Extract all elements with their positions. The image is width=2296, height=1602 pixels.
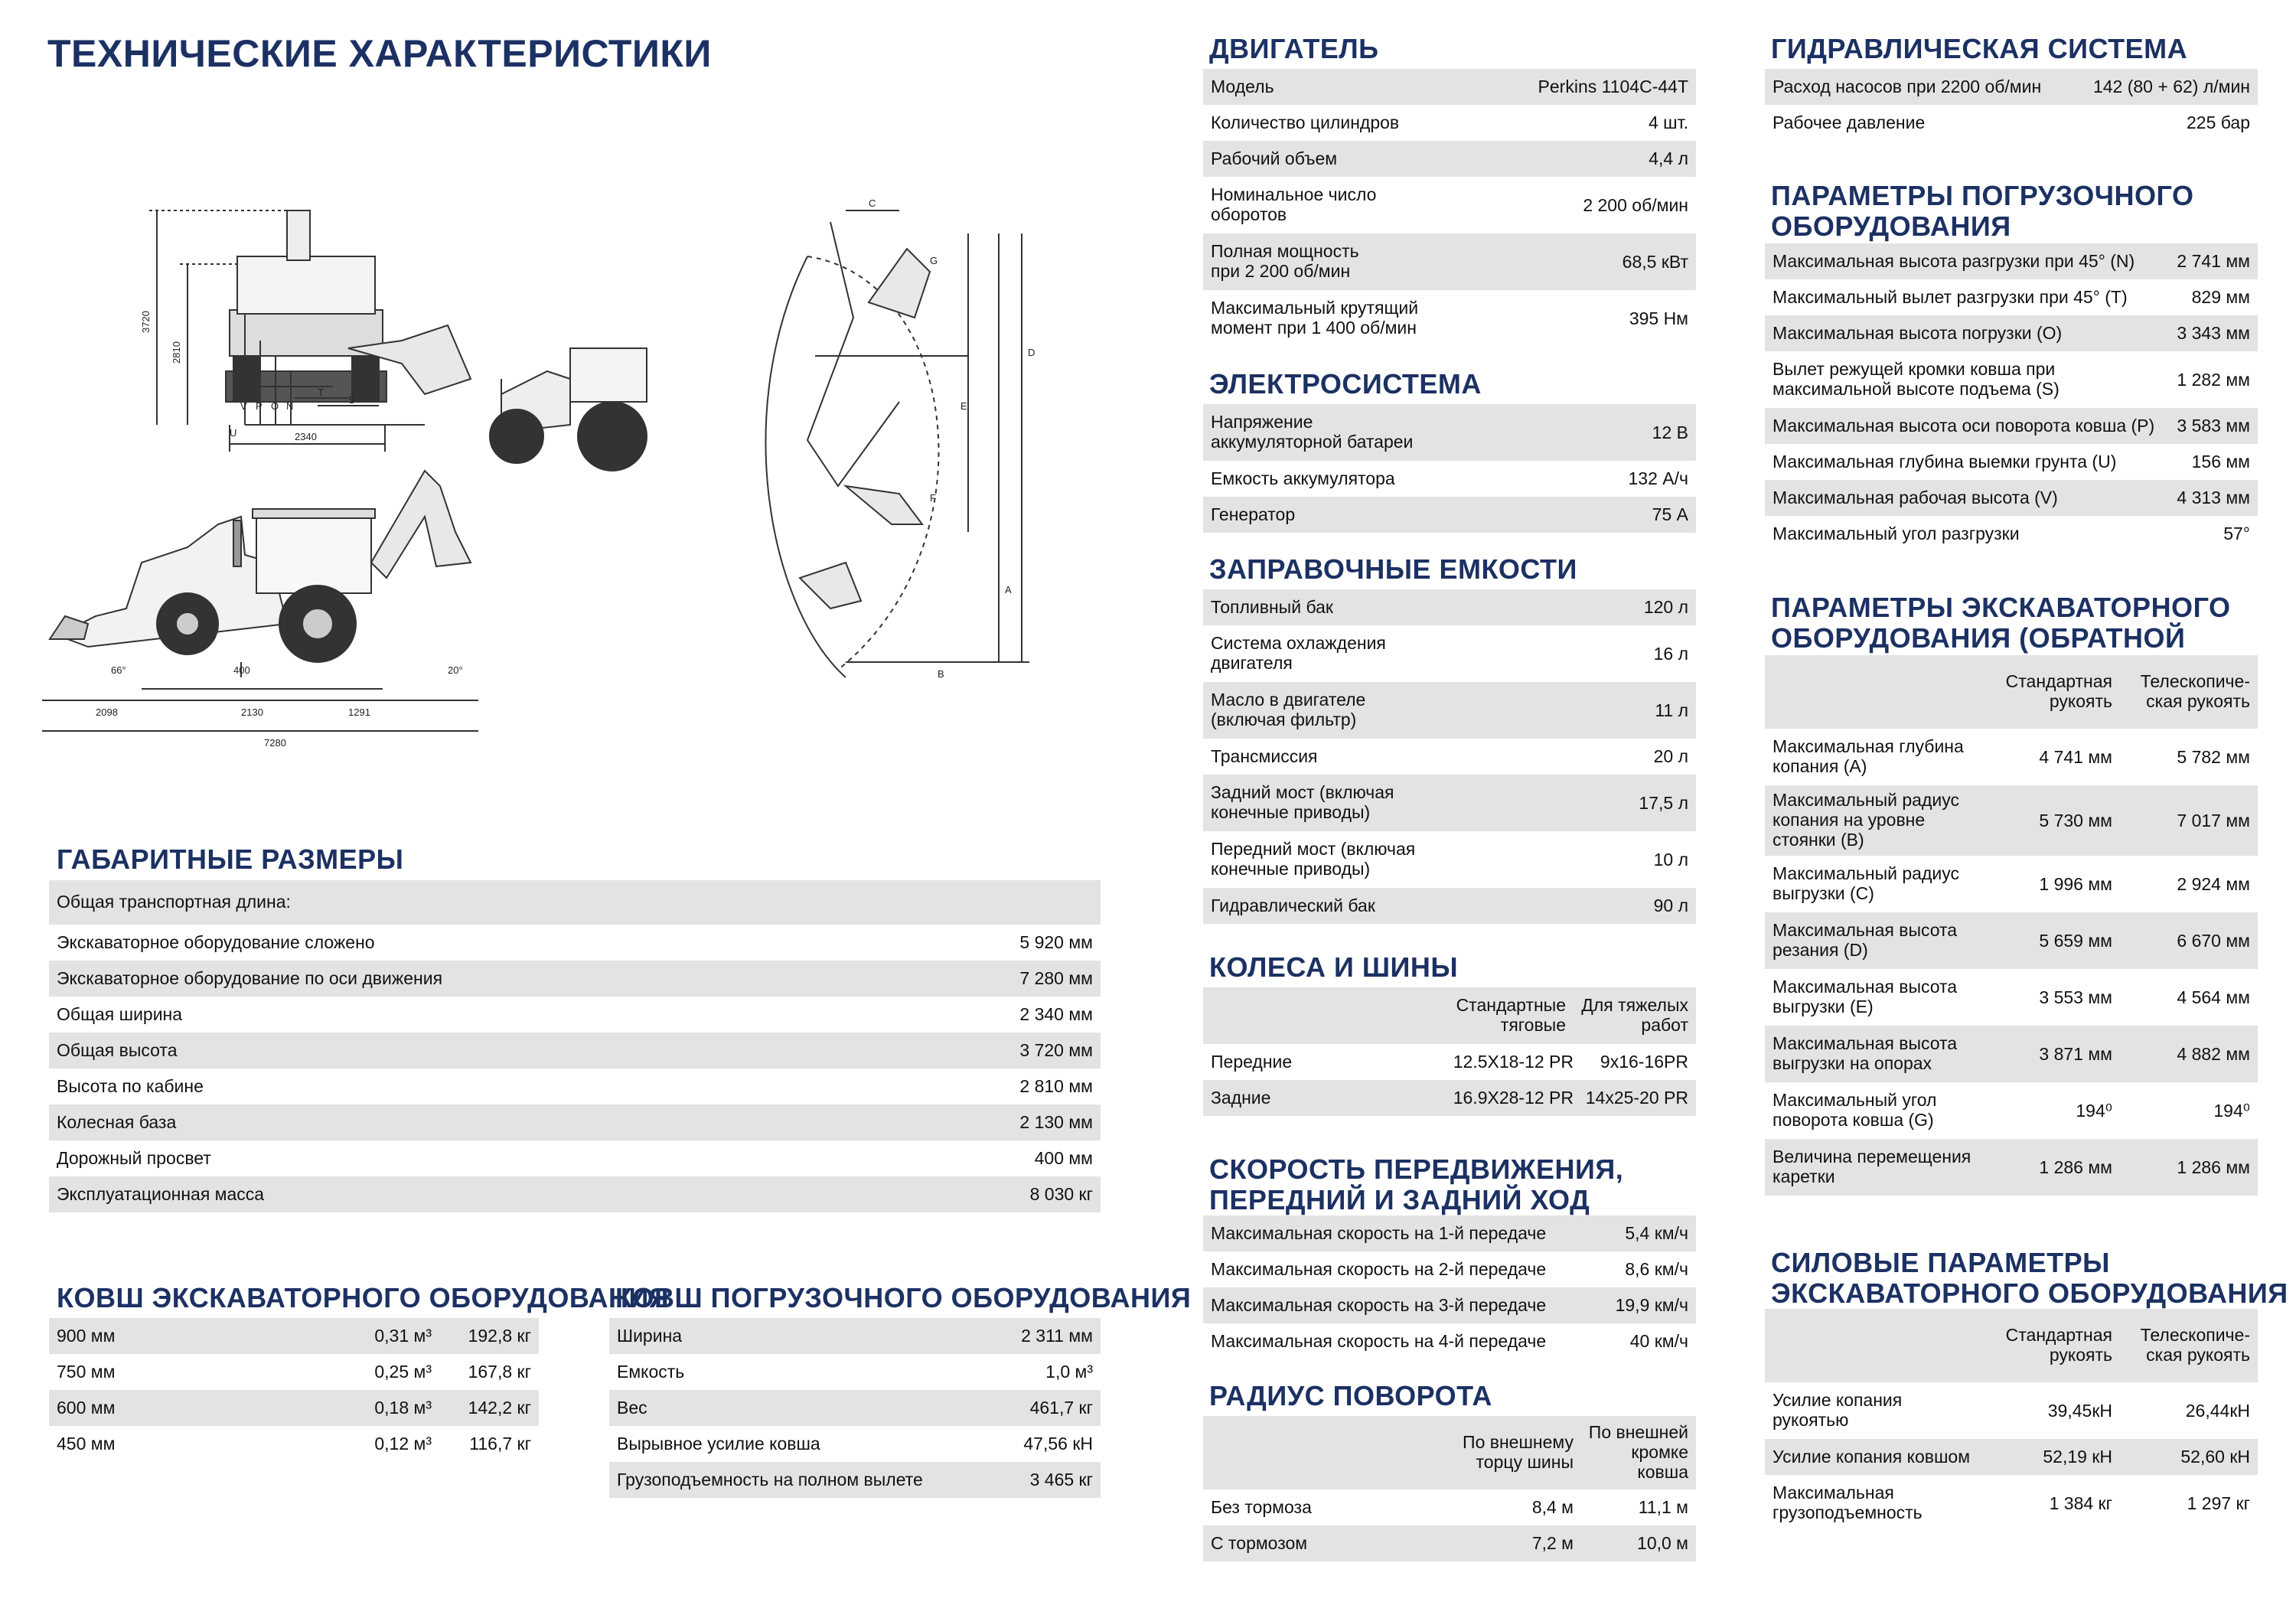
turning-table [1203,1416,1696,1561]
table-row: Передние 12.5X18-12 PR 9x16-16PR [1203,1044,1696,1080]
table-row: Генератор 75 А [1203,497,1696,533]
hydraulics-title: ГИДРАВЛИЧЕСКАЯ СИСТЕМА [1771,33,2188,64]
table-row: Общая высота 3 720 мм [49,1033,1101,1069]
loader-letter: T [318,387,324,398]
table-row: Усилие копания ковшом 52,19 кН 52,60 кН [1765,1439,2258,1475]
table-row: Максимальная глубина копания (A) 4 741 мм 5 782 мм [1765,729,2258,785]
table-row: Максимальная высота резания (D) 5 659 мм 6 670 мм [1765,912,2258,969]
table-row: Максимальная высота выгрузки на опорах 3 871 мм 4 882 мм [1765,1026,2258,1082]
side-total-length-label: 7280 [264,737,286,749]
fluids-table [1203,589,1696,924]
force-params-title: СИЛОВЫЕ ПАРАМЕТРЫ ЭКСКАВАТОРНОГО ОБОРУДОВАНИЯ [1771,1247,2288,1310]
table-row: Емкость аккумулятора 132 А/ч [1203,461,1696,497]
table-row: Экскаваторное оборудование по оси движения 7 280 мм [49,961,1101,997]
table-row: Эксплуатационная масса 8 030 кг [49,1176,1101,1212]
table-row: Экскаваторное оборудование сложено 5 920 мм [49,925,1101,961]
table-row: Максимальная грузоподъемность 1 384 кг 1 297 кг [1765,1475,2258,1532]
table-row: Максимальная скорость на 1-й передаче 5,4 км/ч [1203,1215,1696,1251]
loader-letter: O [271,400,279,412]
tires-title: КОЛЕСА И ШИНЫ [1209,951,1459,983]
table-row: Рабочий объем 4,4 л [1203,141,1696,177]
table-row: Масло в двигателе (включая фильтр) 11 л [1203,682,1696,739]
table-header: По внешнему торцу шины По внешней кромке ковша [1203,1416,1696,1489]
excavator-bucket-title: КОВШ ЭКСКАВАТОРНОГО ОБОРУДОВАНИЯ [57,1282,670,1313]
table-row: Задние 16.9X28-12 PR 14x25-20 PR [1203,1080,1696,1116]
loader-letter: P [256,400,263,412]
side-wheelbase-label: 2130 [241,706,263,718]
backhoe-letter: C [869,197,876,209]
table-row: 750 мм 0,25 м³ 167,8 кг [49,1354,539,1390]
backhoe-letter: E [960,400,967,412]
side-rear-overhang-label: 1291 [348,706,370,718]
table-row: Вылет режущей кромки ковша при максимальной высоте подъема (S) 1 282 мм [1765,351,2258,408]
table-row: Грузоподъемность на полном вылете 3 465 кг [609,1462,1101,1498]
table-row: Напряжение аккумуляторной батареи 12 В [1203,404,1696,461]
loader-letter: V [240,400,247,412]
front-height-cab-label: 2810 [171,341,182,364]
excavator-bucket-table [49,1318,539,1462]
speed-table [1203,1215,1696,1359]
table-row: Общая транспортная длина: [49,880,1101,925]
table-row: 600 мм 0,18 м³ 142,2 кг [49,1390,539,1426]
table-row: С тормозом 7,2 м 10,0 м [1203,1525,1696,1561]
table-row: Емкость 1,0 м³ [609,1354,1101,1390]
side-angle-rear-label: 20° [448,664,463,676]
table-row: Максимальная высота оси поворота ковша (P) 3 583 мм [1765,408,2258,444]
backhoe-reach-drawing [765,210,1029,677]
table-row: Полная мощность при 2 200 об/мин 68,5 кВт [1203,233,1696,290]
electrical-title: ЭЛЕКТРОСИСТЕМА [1209,368,1482,400]
loader-letter: N [286,400,294,412]
table-header: Стандартная рукоять Телескопиче- ская рукоять [1765,1309,2258,1382]
table-header: Стандартная рукоять Телескопиче- ская рукоять [1765,655,2258,729]
table-row: Величина перемещения каретки 1 286 мм 1 286 мм [1765,1139,2258,1196]
table-row: Передний мост (включая конечные приводы) 10 л [1203,831,1696,888]
speed-title: СКОРОСТЬ ПЕРЕДВИЖЕНИЯ, ПЕРЕДНИЙ И ЗАДНИЙ ХОД [1209,1153,1624,1216]
engine-table [1203,69,1696,347]
table-row: Дорожный просвет 400 мм [49,1140,1101,1176]
table-row: Ширина 2 311 мм [609,1318,1101,1354]
backhoe-letter: G [930,255,938,266]
turning-title: РАДИУС ПОВОРОТА [1209,1380,1492,1411]
table-header: Стандартные тяговые Для тяжелых работ [1203,987,1696,1044]
table-row: Максимальный угол поворота ковша (G) 194⁰ 194⁰ [1765,1082,2258,1139]
table-row: Модель Perkins 1104C-44T [1203,69,1696,105]
page-title: ТЕХНИЧЕСКИЕ ХАРАКТЕРИСТИКИ [47,32,712,75]
table-row: Максимальная высота выгрузки (E) 3 553 мм 4 564 мм [1765,969,2258,1026]
loader-bucket-title: КОВШ ПОГРУЗОЧНОГО ОБОРУДОВАНИЯ [615,1282,1192,1313]
side-view-drawing [42,471,478,731]
dimensions-table [49,880,1101,1212]
loader-letter: S [348,394,355,406]
loader-letter: U [230,427,237,439]
table-row: Количество цилиндров 4 шт. [1203,105,1696,141]
table-row: Трансмиссия 20 л [1203,739,1696,775]
backhoe-params-table [1765,655,2258,1196]
front-width-label: 2340 [295,431,317,442]
table-row: Рабочее давление 225 бар [1765,105,2258,141]
table-row: Максимальная высота погрузки (O) 3 343 мм [1765,315,2258,351]
table-row: Общая ширина 2 340 мм [49,997,1101,1033]
hydraulics-table [1765,69,2258,141]
table-row: Топливный бак 120 л [1203,589,1696,625]
dimensions-title: ГАБАРИТНЫЕ РАЗМЕРЫ [57,843,404,875]
table-row: Усилие копания рукоятью 39,45кН 26,44кН [1765,1382,2258,1439]
table-row: Максимальный крутящий момент при 1 400 об/мин 395 Нм [1203,290,1696,347]
backhoe-letter: D [1028,347,1035,358]
machine-dimension-drawing [42,180,1144,762]
table-row: Максимальная рабочая высота (V) 4 313 мм [1765,480,2258,516]
force-params-table [1765,1309,2258,1532]
table-row: Высота по кабине 2 810 мм [49,1069,1101,1104]
backhoe-letter: B [938,668,944,680]
engine-title: ДВИГАТЕЛЬ [1209,33,1379,64]
table-row: Максимальная скорость на 2-й передаче 8,6 км/ч [1203,1251,1696,1287]
table-row: Гидравлический бак 90 л [1203,888,1696,924]
loader-params-table [1765,243,2258,552]
table-row: 900 мм 0,31 м³ 192,8 кг [49,1318,539,1354]
table-row: Максимальная глубина выемки грунта (U) 156 мм [1765,444,2258,480]
fluids-title: ЗАПРАВОЧНЫЕ ЕМКОСТИ [1209,553,1577,585]
table-row: Максимальная высота разгрузки при 45° (N) 2 741 мм [1765,243,2258,279]
loader-bucket-table [609,1318,1101,1498]
loader-params-title: ПАРАМЕТРЫ ПОГРУЗОЧНОГО ОБОРУДОВАНИЯ [1771,180,2194,243]
side-angle-front-label: 66° [111,664,126,676]
table-row: Система охлаждения двигателя 16 л [1203,625,1696,682]
table-row: Расход насосов при 2200 об/мин 142 (80 + 62) л/мин [1765,69,2258,105]
side-front-overhang-label: 2098 [96,706,118,718]
table-row: Без тормоза 8,4 м 11,1 м [1203,1489,1696,1525]
side-clearance-label: 400 [233,664,250,676]
backhoe-letter: F [930,492,936,504]
table-row: Максимальная скорость на 4-й передаче 40 км/ч [1203,1323,1696,1359]
tires-table [1203,987,1696,1116]
table-row: Вес 461,7 кг [609,1390,1101,1426]
electrical-table [1203,404,1696,533]
table-row: 450 мм 0,12 м³ 116,7 кг [49,1426,539,1462]
table-row: Вырывное усилие ковша 47,56 кН [609,1426,1101,1462]
table-row: Максимальный угол разгрузки 57° [1765,516,2258,552]
table-row: Максимальный вылет разгрузки при 45° (T) 829 мм [1765,279,2258,315]
backhoe-letter: A [1005,584,1012,595]
table-row: Максимальная скорость на 3-й передаче 19,9 км/ч [1203,1287,1696,1323]
table-row: Колесная база 2 130 мм [49,1104,1101,1140]
table-row: Задний мост (включая конечные приводы) 17,5 л [1203,775,1696,831]
front-view-drawing [149,210,386,452]
table-row: Максимальный радиус выгрузки (C) 1 996 мм 2 924 мм [1765,856,2258,912]
backhoe-params-title: ПАРАМЕТРЫ ЭКСКАВАТОРНОГО ОБОРУДОВАНИЯ (ОБРАТНОЙ [1771,592,2231,654]
front-height-total-label: 3720 [140,311,152,333]
table-row: Максимальный радиус копания на уровне стоянки (B) 5 730 мм 7 017 мм [1765,785,2258,856]
table-row: Номинальное число оборотов 2 200 об/мин [1203,177,1696,233]
